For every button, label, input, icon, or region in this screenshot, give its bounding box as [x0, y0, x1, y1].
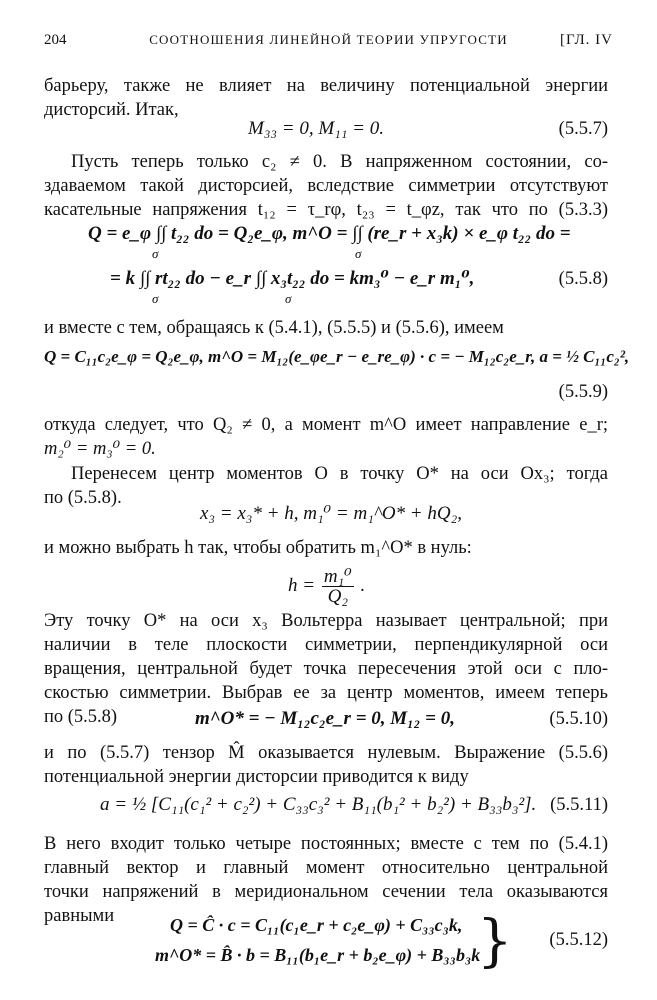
text-line: наличии в теле плоскости симметрии, перпендикулярной оси — [44, 635, 608, 655]
text-line: дисторсий. Итак, — [44, 100, 179, 120]
fraction-numerator: m₁⁰ — [323, 566, 352, 587]
chapter-label: [ГЛ. IV — [559, 32, 613, 48]
equation-5-5-8-line-2: = k ∫∫ rt₂₂ do − e_r ∫∫ x₃t₂₂ do = km₃⁰ − e_r m₁⁰, — [110, 268, 475, 289]
text-line: барьеру, также не влияет на величину потенциальной энергии — [44, 76, 608, 96]
fraction — [322, 567, 354, 606]
equation-5-5-8-line-1: Q = e_φ ∫∫ t₂₂ do = Q₂e_φ, m^O = ∫∫ (re_r + x₃k) × e_φ t₂₂ do = — [88, 223, 571, 244]
equation-number: (5.5.10) — [549, 709, 608, 729]
equation-number: (5.5.9) — [558, 382, 608, 402]
equation-number: (5.5.8) — [558, 269, 608, 289]
equation-lhs: h = — [288, 574, 316, 596]
equation-h-definition — [288, 567, 365, 606]
text-line: равными — [44, 906, 115, 926]
equation-5-5-11: a = ½ [C₁₁(c₁² + c₂²) + C₃₃c₃² + B₁₁(b₁² + b₂²) + B₃₃b₃²]. — [100, 794, 537, 815]
text-line: и по (5.5.7) тензор M̂ оказывается нулевым. Выражение (5.5.6) — [44, 743, 608, 763]
text-line: Пусть теперь только c₂ ≠ 0. В напряженном состоянии, со- — [71, 152, 608, 172]
integration-domain-label: σ — [152, 291, 159, 306]
right-brace: } — [477, 909, 513, 974]
text-line: откуда следует, что Q₂ ≠ 0, а момент m^O имеет направление e_r; — [44, 415, 608, 435]
running-title: СООТНОШЕНИЯ ЛИНЕЙНОЙ ТЕОРИИ УПРУГОСТИ — [149, 32, 508, 47]
text-line: и вместе с тем, обращаясь к (5.4.1), (5.5.5) и (5.5.6), имеем — [44, 318, 504, 338]
equation-number: (5.5.11) — [550, 795, 608, 815]
page-number: 204 — [44, 32, 67, 48]
equation-5-5-7: M₃₃ = 0, M₁₁ = 0. — [248, 118, 384, 139]
integration-domain-label: σ — [152, 246, 159, 261]
text-line: потенциальной энергии дисторсии приводится к виду — [44, 767, 469, 787]
equation-5-5-12-line-2: m^O* = B̂ · b = B₁₁(b₁e_r + b₂e_φ) + B₃₃b₃k — [155, 945, 481, 965]
equation-5-5-9: Q = C₁₁c₂e_φ = Q₂e_φ, m^O = M₁₂(e_φe_r − e_re_φ) · c = − M₁₂c₂e_r, a = ½ C₁₁c₂², — [44, 347, 630, 366]
text-line: вращения, центральной будет точка пересечения этой оси с пло- — [44, 659, 608, 679]
integration-domain-label: σ — [285, 291, 292, 306]
text-line: по (5.5.8) — [44, 707, 118, 727]
text-line: главный вектор и главный момент относительно центральной — [44, 858, 608, 878]
text-line: и можно выбрать h так, чтобы обратить m₁^O* в нуль: — [44, 538, 472, 558]
text-line: Эту точку O* на оси x₃ Вольтерра называет центральной; при — [44, 611, 608, 631]
equation-number: (5.5.12) — [549, 930, 608, 950]
equation-5-5-12-line-1: Q = Ĉ · c = C₁₁(c₁e_r + c₂e_φ) + C₃₃c₃k, — [170, 915, 463, 935]
text-line: точки напряжений в меридиональном сечении тела оказываются — [44, 882, 608, 902]
text-line: скостью симметрии. Выбрав ее за центр моментов, имеем теперь — [44, 683, 608, 703]
text-line: по (5.5.8). — [44, 488, 122, 508]
text-line: здаваемом такой дисторсией, вследствие симметрии отсутствуют — [44, 176, 608, 196]
text-line: касательные напряжения t₁₂ = τ_rφ, t₂₃ = t_φz, так что по (5.3.3) — [44, 200, 608, 220]
equation-number: (5.5.7) — [558, 119, 608, 139]
integration-domain-label: σ — [355, 246, 362, 261]
equation-5-5-10: m^O* = − M₁₂c₂e_r = 0, M₁₂ = 0, — [195, 708, 455, 729]
text-line: В него входит только четыре постоянных; вместе с тем по (5.4.1) — [44, 834, 608, 854]
equation-end: . — [360, 574, 366, 596]
fraction-denominator: Q₂ — [327, 586, 348, 607]
equation-origin-shift: x₃ = x₃* + h, m₁⁰ = m₁^O* + hQ₂, — [200, 503, 462, 524]
running-header — [44, 32, 613, 54]
text-line: m₂⁰ = m₃⁰ = 0. — [44, 439, 156, 459]
text-line: Перенесем центр моментов O в точку O* на оси Ox₃; тогда — [71, 464, 608, 484]
